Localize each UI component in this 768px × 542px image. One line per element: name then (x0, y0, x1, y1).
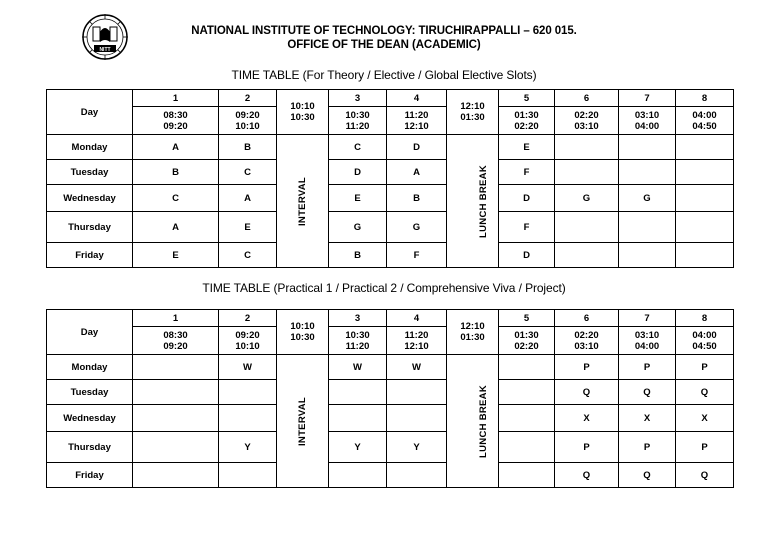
practical-timetable (46, 309, 734, 488)
slot-start-time: 10:30 (345, 109, 370, 121)
slot-cell (676, 160, 734, 185)
slot-start-time: 12:10 (460, 101, 485, 112)
slot-number: 3 (329, 310, 387, 327)
slot-time (329, 107, 387, 135)
slot-cell (329, 380, 387, 405)
slot-number: 5 (499, 310, 555, 327)
slot-cell (499, 355, 555, 380)
slot-time (555, 327, 619, 355)
slot-cell (329, 463, 387, 488)
lunch-break-label: LUNCH BREAK (477, 384, 489, 458)
slot-number: 8 (676, 310, 734, 327)
slot-cell: G (387, 212, 447, 243)
slot-number: 2 (219, 310, 277, 327)
day-name: Thursday (47, 432, 133, 463)
day-row (47, 160, 734, 185)
slot-cell: P (676, 355, 734, 380)
slot-cell: X (676, 405, 734, 432)
slot-time (555, 107, 619, 135)
slot-time (219, 327, 277, 355)
slot-cell (619, 135, 676, 160)
slot-cell: W (329, 355, 387, 380)
slot-start-time: 10:10 (290, 101, 315, 112)
slot-end-time: 12:10 (404, 120, 429, 132)
slot-cell (555, 160, 619, 185)
slot-start-time: 03:10 (634, 329, 660, 341)
day-name: Wednesday (47, 185, 133, 212)
slot-cell (133, 380, 219, 405)
slot-time (676, 107, 734, 135)
slot-cell: F (499, 212, 555, 243)
slot-start-time: 01:30 (514, 329, 539, 341)
slot-cell: E (499, 135, 555, 160)
lunch-break-column (447, 135, 499, 268)
slot-cell: A (219, 185, 277, 212)
day-name: Friday (47, 463, 133, 488)
slot-start-time: 10:10 (290, 321, 315, 332)
slot-cell: C (329, 135, 387, 160)
slot-end-time: 12:10 (404, 340, 429, 352)
slot-cell: F (499, 160, 555, 185)
slot-cell: P (555, 355, 619, 380)
day-name: Tuesday (47, 160, 133, 185)
slot-cell: C (219, 160, 277, 185)
slot-end-time: 01:30 (460, 112, 485, 123)
slot-start-time: 08:30 (163, 109, 188, 121)
slot-cell (219, 405, 277, 432)
slot-cell (676, 243, 734, 268)
slot-number: 7 (619, 90, 676, 107)
day-row (47, 355, 734, 380)
slot-number: 7 (619, 310, 676, 327)
slot-cell: D (499, 243, 555, 268)
slot-start-time: 10:30 (345, 329, 370, 341)
slot-number: 2 (219, 90, 277, 107)
day-header: Day (47, 90, 133, 135)
slot-end-time: 09:20 (163, 340, 188, 352)
slot-cell (499, 405, 555, 432)
slot-cell (499, 432, 555, 463)
slot-cell: Y (387, 432, 447, 463)
day-row (47, 405, 734, 432)
slot-number: 6 (555, 90, 619, 107)
slot-cell (619, 160, 676, 185)
slot-end-time: 10:30 (290, 112, 315, 123)
slot-start-time: 09:20 (235, 109, 260, 121)
slot-cell (619, 243, 676, 268)
slot-cell (676, 185, 734, 212)
slot-cell (133, 463, 219, 488)
day-name: Friday (47, 243, 133, 268)
day-row (47, 380, 734, 405)
day-row (47, 243, 734, 268)
slot-cell: D (387, 135, 447, 160)
interval-column (277, 135, 329, 268)
day-name: Tuesday (47, 380, 133, 405)
logo-text: NITT (99, 47, 111, 53)
institute-logo (80, 12, 130, 62)
slot-time (499, 107, 555, 135)
slot-cell: W (219, 355, 277, 380)
slot-number: 1 (133, 90, 219, 107)
slot-end-time: 10:10 (235, 120, 260, 132)
slot-cell: D (499, 185, 555, 212)
slot-start-time: 11:20 (404, 329, 429, 341)
lunch-time (447, 90, 499, 135)
slot-end-time: 11:20 (345, 340, 370, 352)
slot-cell (387, 463, 447, 488)
slot-cell: B (329, 243, 387, 268)
day-header: Day (47, 310, 133, 355)
day-row (47, 432, 734, 463)
slot-cell: X (619, 405, 676, 432)
theory-timetable (46, 89, 734, 268)
slot-cell (133, 432, 219, 463)
slot-cell: P (676, 432, 734, 463)
slot-cell (555, 243, 619, 268)
slot-cell: P (555, 432, 619, 463)
slot-start-time: 11:20 (404, 109, 429, 121)
office-name: OFFICE OF THE DEAN (ACADEMIC) (287, 39, 481, 51)
interval-label: INTERVAL (297, 396, 308, 446)
slot-cell: G (329, 212, 387, 243)
slot-end-time: 09:20 (163, 120, 188, 132)
slot-end-time: 04:50 (692, 340, 717, 352)
slot-cell (676, 135, 734, 160)
theory-table-title: TIME TABLE (For Theory / Elective / Global Elective Slots) (231, 68, 537, 82)
slot-cell: G (619, 185, 676, 212)
slot-end-time: 02:20 (514, 120, 539, 132)
slot-start-time: 08:30 (163, 329, 188, 341)
slot-start-time: 04:00 (692, 109, 717, 121)
slot-cell (499, 380, 555, 405)
slot-cell (133, 405, 219, 432)
slot-cell (619, 212, 676, 243)
slot-end-time: 04:50 (692, 120, 717, 132)
day-row (47, 135, 734, 160)
slot-cell: Q (676, 463, 734, 488)
slot-start-time: 09:20 (235, 329, 260, 341)
slot-end-time: 10:30 (290, 332, 315, 343)
slot-time (619, 327, 676, 355)
slot-cell (676, 212, 734, 243)
day-name: Wednesday (47, 405, 133, 432)
slot-cell: Q (619, 463, 676, 488)
slot-start-time: 03:10 (634, 109, 660, 121)
slot-cell: B (133, 160, 219, 185)
slot-time (619, 107, 676, 135)
slot-time (676, 327, 734, 355)
slot-time (133, 327, 219, 355)
slot-cell: W (387, 355, 447, 380)
institute-name: NATIONAL INSTITUTE OF TECHNOLOGY: TIRUCHIRAPPALLI – 620 015. (191, 25, 577, 37)
slot-cell: P (619, 432, 676, 463)
slot-cell: E (133, 243, 219, 268)
interval-label: INTERVAL (297, 176, 308, 226)
slot-cell: P (619, 355, 676, 380)
slot-cell: Q (555, 380, 619, 405)
slot-cell: Q (676, 380, 734, 405)
slot-cell (555, 212, 619, 243)
lunch-break-label: LUNCH BREAK (477, 164, 489, 238)
slot-cell (329, 405, 387, 432)
slot-time (387, 327, 447, 355)
slot-number: 4 (387, 90, 447, 107)
slot-start-time: 04:00 (692, 329, 717, 341)
slot-cell: E (219, 212, 277, 243)
interval-column (277, 355, 329, 488)
slot-cell: X (555, 405, 619, 432)
slot-cell: A (387, 160, 447, 185)
slot-number: 5 (499, 90, 555, 107)
day-row (47, 185, 734, 212)
interval-time (277, 310, 329, 355)
slot-start-time: 02:20 (574, 109, 599, 121)
slot-cell: B (387, 185, 447, 212)
interval-time (277, 90, 329, 135)
slot-cell: C (133, 185, 219, 212)
slot-time (133, 107, 219, 135)
slot-number: 8 (676, 90, 734, 107)
slot-cell: A (133, 135, 219, 160)
slot-start-time: 12:10 (460, 321, 485, 332)
slot-end-time: 03:10 (574, 120, 599, 132)
practical-table-title: TIME TABLE (Practical 1 / Practical 2 / Comprehensive Viva / Project) (202, 281, 566, 295)
slot-time (499, 327, 555, 355)
slot-cell (499, 463, 555, 488)
slot-end-time: 04:00 (634, 340, 660, 352)
slot-cell: F (387, 243, 447, 268)
day-name: Monday (47, 355, 133, 380)
slot-time (219, 107, 277, 135)
slot-cell: Y (219, 432, 277, 463)
lunch-time (447, 310, 499, 355)
slot-cell (387, 380, 447, 405)
slot-end-time: 11:20 (345, 120, 370, 132)
slot-cell (133, 355, 219, 380)
lunch-break-column (447, 355, 499, 488)
slot-cell (555, 135, 619, 160)
slot-cell (387, 405, 447, 432)
slot-time (329, 327, 387, 355)
slot-time (387, 107, 447, 135)
slot-end-time: 03:10 (574, 340, 599, 352)
day-name: Thursday (47, 212, 133, 243)
slot-end-time: 02:20 (514, 340, 539, 352)
slot-cell (219, 463, 277, 488)
slot-end-time: 04:00 (634, 120, 660, 132)
slot-start-time: 02:20 (574, 329, 599, 341)
slot-cell: Q (619, 380, 676, 405)
slot-cell: A (133, 212, 219, 243)
day-row (47, 463, 734, 488)
day-name: Monday (47, 135, 133, 160)
slot-start-time: 01:30 (514, 109, 539, 121)
slot-end-time: 10:10 (235, 340, 260, 352)
slot-cell (219, 380, 277, 405)
slot-number: 3 (329, 90, 387, 107)
slot-cell: Y (329, 432, 387, 463)
slot-cell: G (555, 185, 619, 212)
slot-end-time: 01:30 (460, 332, 485, 343)
slot-cell: E (329, 185, 387, 212)
slot-cell: B (219, 135, 277, 160)
day-row (47, 212, 734, 243)
slot-number: 1 (133, 310, 219, 327)
slot-number: 4 (387, 310, 447, 327)
slot-cell: C (219, 243, 277, 268)
slot-number: 6 (555, 310, 619, 327)
slot-cell: D (329, 160, 387, 185)
slot-cell: Q (555, 463, 619, 488)
